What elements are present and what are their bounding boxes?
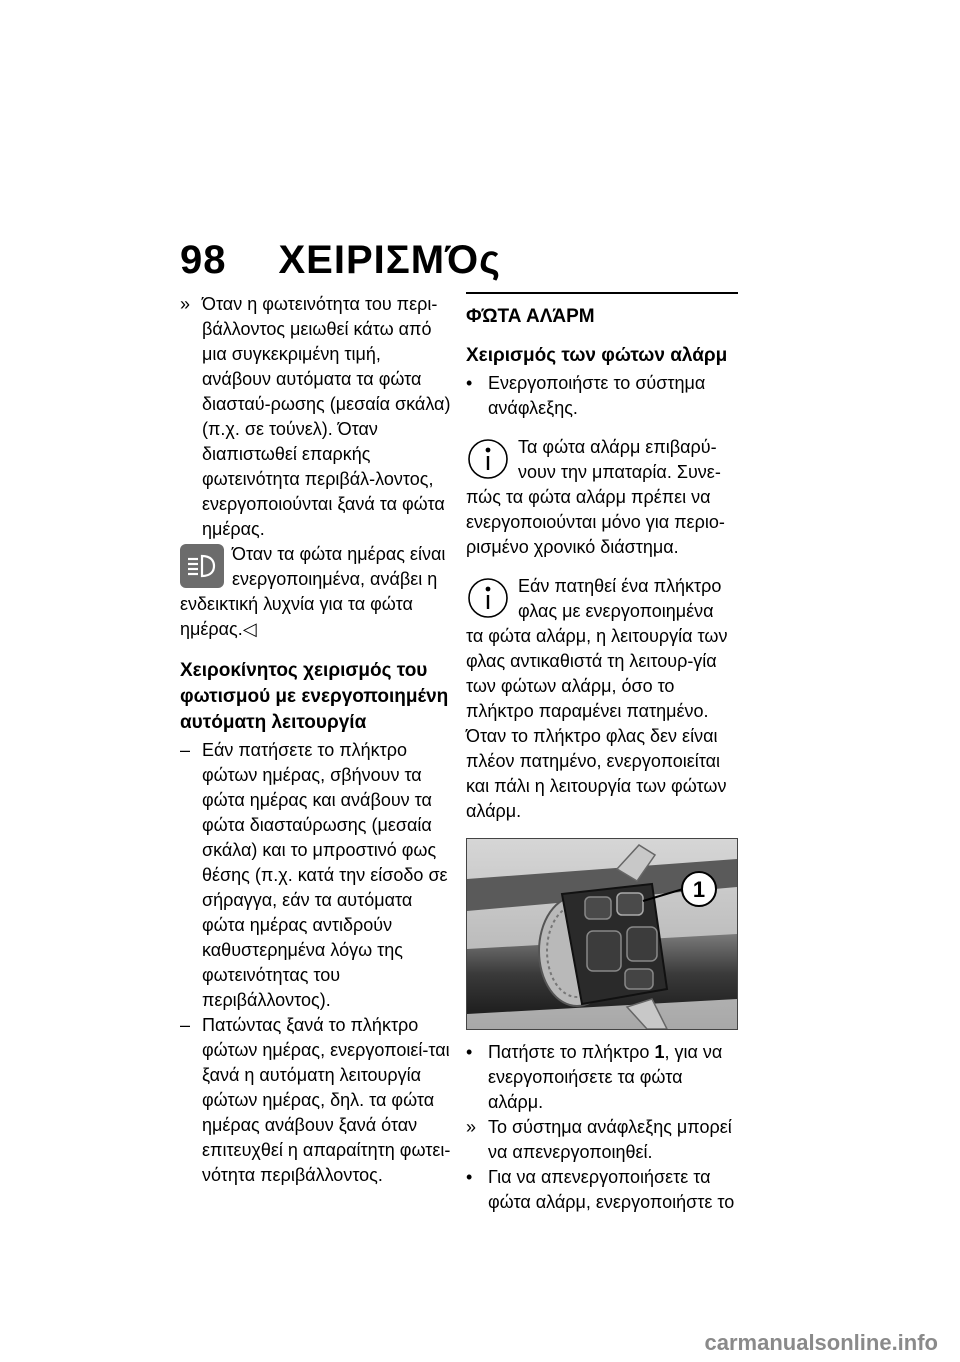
bullet-item: • Για να απενεργοποιήσετε τα φώτα αλάρμ, ενεργοποιήστε το xyxy=(466,1167,735,1212)
page-header xyxy=(180,238,501,283)
info-note-indicator: Εάν πατηθεί ένα πλήκτρο φλας με ενεργοποιημένα xyxy=(466,574,738,624)
daylight-note-rest: ενδεικτική λυχνία για τα φώτα ημέρας.◁ xyxy=(180,594,413,639)
info-note-battery-rest: πώς τα φώτα αλάρμ πρέπει να ενεργοποιούνται μόνο για περιο-ρισμένο χρονικό διάστημα. xyxy=(466,487,725,557)
page-number: 98 xyxy=(180,238,227,282)
callout-label: 1 xyxy=(692,877,706,902)
daylight-note: Όταν τα φώτα ημέρας είναι ενεργοποιημένα, ανάβει η xyxy=(180,542,452,592)
intro-paragraph: » Όταν η φωτεινότητα του περι-βάλλοντος μειωθεί κάτω από μια συγκεκριμένη τιμή, ανάβουν αυτόματα τα φώτα διασταύ-ρωσης (μεσαία σκάλα) (π.χ. σε τούνελ). Όταν διαπιστωθεί επαρκής φωτεινότητα περιβάλ-λοντος, ενεργοποιούνται ξανά τα φώτα ημέρας. xyxy=(180,294,451,539)
bullet-item: • Ενεργοποιήστε το σύστημα ανάφλεξης. xyxy=(466,373,706,418)
info-icon xyxy=(466,576,510,620)
info-note-battery: Τα φώτα αλάρμ επιβαρύ- νουν την μπαταρία. Συνε- xyxy=(466,435,738,485)
watermark: carmanualsonline.info xyxy=(704,1330,938,1355)
right-column xyxy=(466,292,738,1215)
daytime-running-light-icon xyxy=(180,544,224,588)
manual-control-heading: Χειροκίνητος χειρισμός του φωτισμού με ενεργοποιημένη αυτόματη λειτουργία xyxy=(180,660,449,733)
handlebar-switch-illustration xyxy=(467,839,737,1029)
dash-item: – Εάν πατήσετε το πλήκτρο φώτων ημέρας, σβήνουν τα φώτα ημέρας και ανάβουν τα φώτα διασταύρωσης (μεσαία σκάλα) και το μπροστινό φως θέσης (π.χ. κατά την είσοδο σε σήραγγα, εάν τα αυτόματα φώτα ημέρας αντιδρούν καθυστερημένα λόγω της φωτεινότητας του περιβάλλοντος). xyxy=(180,740,448,1010)
handlebar-switch-photo xyxy=(466,838,738,1030)
hazard-heading: Χειρισμός των φώτων αλάρμ xyxy=(466,345,728,366)
end-mark: ◁ xyxy=(242,619,257,639)
info-note-indicator-rest: τα φώτα αλάρμ, η λειτουργία των φλας αντικαθιστά τη λειτουρ-γία των φώτων αλάρμ, όσο το πλήκτρο παραμένει πατημένο. Όταν το πλήκτρο φλας δεν είναι πλέον πατημένο, ενεργοποιείται και πάλι η λειτουργία των φώτων αλάρμ. xyxy=(466,626,728,821)
bullet-item: • Πατήστε το πλήκτρο 1, για να ενεργοποιήσετε τα φώτα αλάρμ. xyxy=(466,1042,723,1112)
section-title: ΦΏΤΑ ΑΛΆΡΜ xyxy=(466,292,738,329)
left-column xyxy=(180,292,452,1188)
dash-item: – Πατώντας ξανά το πλήκτρο φώτων ημέρας, ενεργοποιεί-ται ξανά η αυτόματη λειτουργία φώτων ημέρας, δηλ. τα φώτα ημέρας ανάβουν ξανά όταν επιτευχθεί η απαραίτητη φωτει-νότητα περιβάλλοντος. xyxy=(180,1015,451,1185)
info-icon xyxy=(466,437,510,481)
page-title: ΧΕΙΡΙΣΜΌς xyxy=(278,238,501,282)
result-item: » Το σύστημα ανάφλεξης μπορεί να απενεργοποιηθεί. xyxy=(466,1117,732,1162)
arrow-mark: » xyxy=(180,294,191,314)
